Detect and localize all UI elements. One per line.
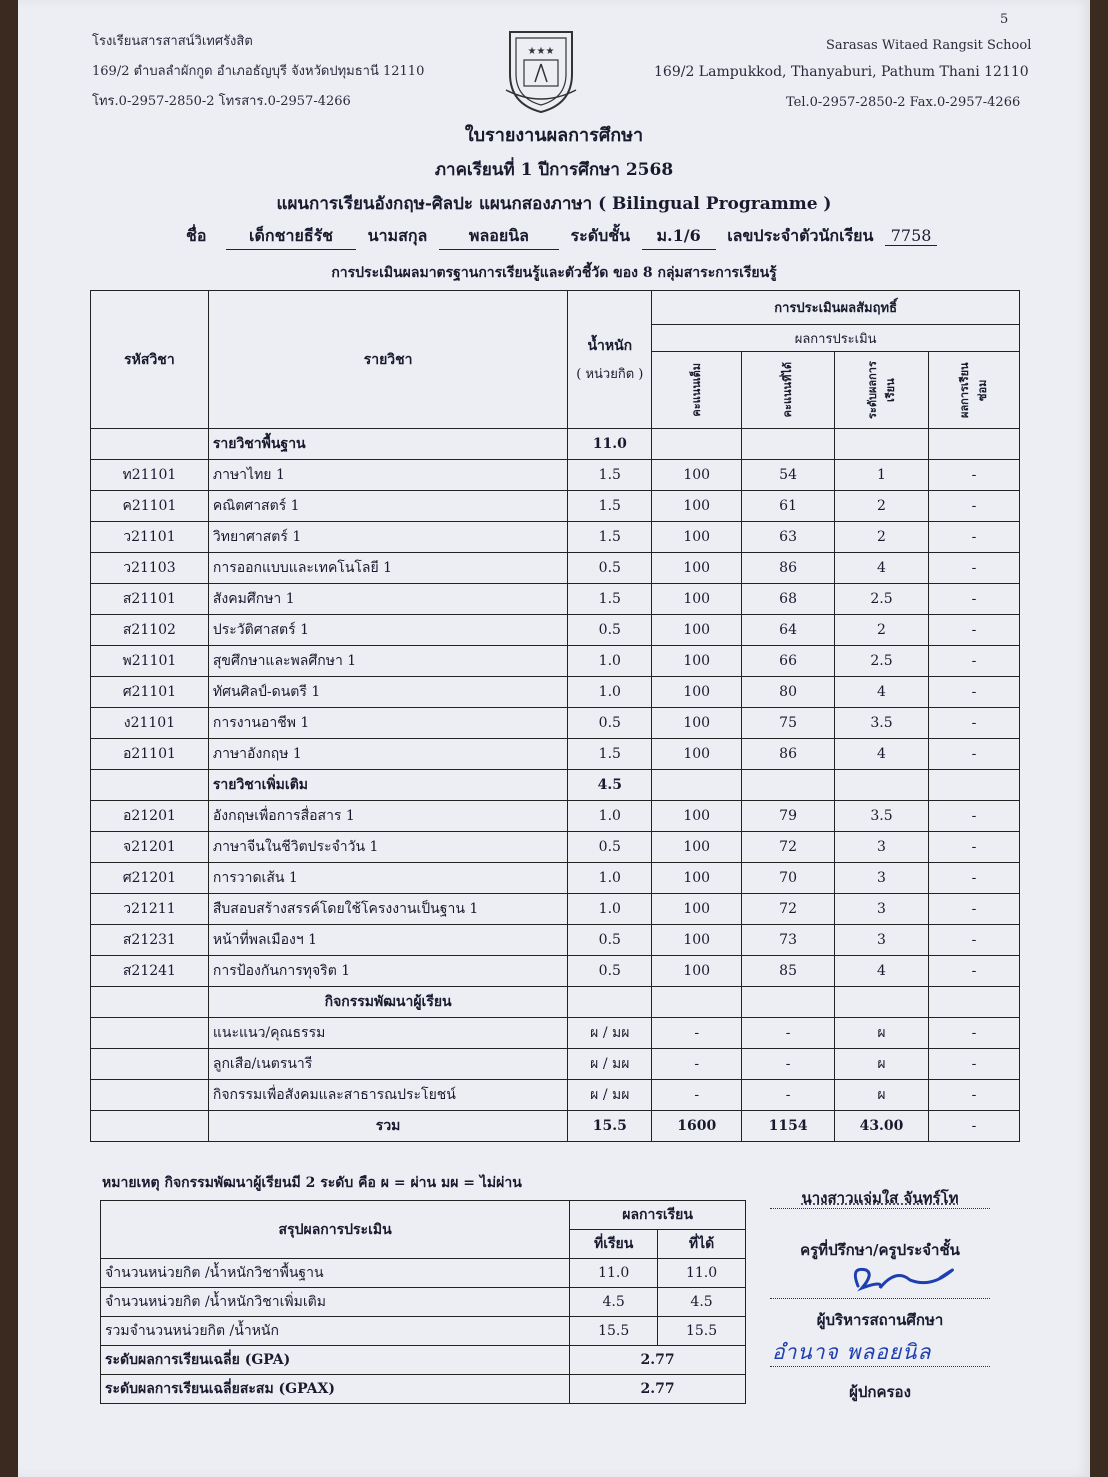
subject-code: ง21101 [91,708,209,739]
subject-name: ทัศนศิลป์-ดนตรี 1 [208,677,567,708]
full-score: 100 [652,584,742,615]
section-extra-row [91,770,1020,801]
subject-code [91,1049,209,1080]
table-row [91,1080,1020,1111]
full-score: 100 [652,460,742,491]
report-term: ภาคเรียนที่ 1 ปีการศึกษา 2568 [434,160,674,180]
score: 72 [742,832,835,863]
grade: 2.5 [835,646,929,677]
summary-body [101,1259,746,1346]
grades-table [90,290,1020,1142]
subject-credit: ผ / มผ [568,1080,652,1111]
total-grade: 43.00 [835,1111,929,1142]
teacher-name: นางสาวแจ่มใส จันทร์โท [801,1189,959,1207]
summary-col-enrolled: ที่เรียน [570,1230,658,1259]
subject-name: สืบสอบสร้างสรรค์โดยใช้โครงงานเป็นฐาน 1 [208,894,567,925]
summary-earned: 15.5 [658,1317,746,1346]
gpax-label: ระดับผลการเรียนเฉลี่ยสะสม (GPAX) [101,1375,570,1404]
subject-name: ประวัติศาสตร์ 1 [208,615,567,646]
subject-code [91,1018,209,1049]
label-student-id: เลขประจำตัวนักเรียน [727,226,874,245]
score: 66 [742,646,835,677]
header-code: รหัสวิชา [91,291,209,429]
school-phone-th: โทร.0-2957-2850-2 โทรสาร.0-2957-4266 [92,94,351,109]
school-phone-en: Tel.0-2957-2850-2 Fax.0-2957-4266 [786,95,1021,110]
header-retest: ผลการเรียนซ่อม [957,362,989,418]
admin-signature-icon [840,1258,970,1298]
subject-name: การวาดเส้น 1 [208,863,567,894]
subject-code: ว21211 [91,894,209,925]
section-empty-cell [652,770,742,801]
grade: 3 [835,863,929,894]
score: - [742,1049,835,1080]
admin-role: ผู้บริหารสถานศึกษา [816,1311,944,1329]
label-surname: นามสกุล [367,226,428,245]
table-row [91,894,1020,925]
subject-credit: 0.5 [568,708,652,739]
grade: 2 [835,615,929,646]
subject-credit: ผ / มผ [568,1018,652,1049]
score: 61 [742,491,835,522]
subject-credit: 1.0 [568,863,652,894]
table-row [91,708,1020,739]
summary-result-header: ผลการเรียน [570,1201,746,1230]
section-empty-cell [928,429,1019,460]
subject-credit: 0.5 [568,956,652,987]
subject-code: ค21101 [91,491,209,522]
table-row [91,1049,1020,1080]
full-score: 100 [652,677,742,708]
section-credits: 11.0 [568,429,652,460]
header-result: ผลการประเมิน [652,325,1020,352]
teacher-name-line [770,1208,990,1209]
header-full-score-cell [652,352,742,429]
grade: 3 [835,894,929,925]
table-row [91,677,1020,708]
grade: 3.5 [835,708,929,739]
subject-code: ส21241 [91,956,209,987]
section-empty-cell [928,987,1019,1018]
subject-code: ส21231 [91,925,209,956]
grade: 4 [835,956,929,987]
summary-table [100,1200,746,1404]
retest: - [928,894,1019,925]
full-score: - [652,1080,742,1111]
subject-credit: 1.5 [568,584,652,615]
header-grade: ระดับผลการเรียน [865,361,897,419]
grade: ผ [835,1018,929,1049]
table-row [91,832,1020,863]
subject-name: ภาษาไทย 1 [208,460,567,491]
table-row [91,646,1020,677]
full-score: - [652,1018,742,1049]
subject-credit: 1.5 [568,491,652,522]
score: 70 [742,863,835,894]
total-full-score: 1600 [652,1111,742,1142]
retest: - [928,832,1019,863]
subject-code: ศ21201 [91,863,209,894]
section-empty-cell [928,770,1019,801]
section-code-cell [91,987,209,1018]
student-first-name: เด็กชายธีรัช [226,224,356,250]
grade: ผ [835,1080,929,1111]
header-grade-cell [835,352,929,429]
table-row [91,863,1020,894]
student-id: 7758 [885,226,937,246]
retest: - [928,646,1019,677]
student-level: ม.1/6 [642,224,716,250]
table-row [91,460,1020,491]
section-credits: 4.5 [568,770,652,801]
retest: - [928,491,1019,522]
grade: 2 [835,491,929,522]
subject-name: คณิตศาสตร์ 1 [208,491,567,522]
total-score: 1154 [742,1111,835,1142]
subject-code: พ21101 [91,646,209,677]
grade: 4 [835,739,929,770]
subject-code: ว21103 [91,553,209,584]
school-crest-icon [502,24,580,116]
subject-name: การป้องกันการทุจริต 1 [208,956,567,987]
total-retest: - [928,1111,1019,1142]
section-basic-row [91,429,1020,460]
school-name-en: Sarasas Witaed Rangsit School [826,38,1032,53]
full-score: 100 [652,646,742,677]
full-score: 100 [652,894,742,925]
label-level: ระดับชั้น [570,226,631,245]
retest: - [928,615,1019,646]
total-code-cell [91,1111,209,1142]
retest: - [928,863,1019,894]
retest: - [928,522,1019,553]
section-code-cell [91,429,209,460]
summary-enrolled: 4.5 [570,1288,658,1317]
subject-code: ศ21101 [91,677,209,708]
full-score: 100 [652,925,742,956]
gpa-value: 2.77 [570,1346,746,1375]
subject-credit: 1.5 [568,522,652,553]
summary-title: สรุปผลการประเมิน [101,1201,570,1259]
table-row [91,739,1020,770]
table-row [91,584,1020,615]
subject-credit: 0.5 [568,925,652,956]
subject-name: แนะแนว/คุณธรรม [208,1018,567,1049]
score: 64 [742,615,835,646]
grade: 2.5 [835,584,929,615]
full-score: 100 [652,491,742,522]
retest: - [928,925,1019,956]
summary-earned: 11.0 [658,1259,746,1288]
grade: 3 [835,832,929,863]
table-row [91,553,1020,584]
full-score: 100 [652,956,742,987]
gpax-value: 2.77 [570,1375,746,1404]
header-score-cell [742,352,835,429]
subject-credit: 1.0 [568,801,652,832]
grade: 4 [835,553,929,584]
guardian-role: ผู้ปกครอง [849,1383,911,1401]
subject-name: สังคมศึกษา 1 [208,584,567,615]
retest: - [928,553,1019,584]
grade: 3 [835,925,929,956]
section-empty-cell [742,429,835,460]
full-score: 100 [652,522,742,553]
student-surname: พลอยนิล [439,224,559,250]
retest: - [928,584,1019,615]
full-score: 100 [652,832,742,863]
header-achievement: การประเมินผลสัมฤทธิ์ [652,291,1020,325]
retest: - [928,708,1019,739]
section-activity-row [91,987,1020,1018]
total-label: รวม [208,1111,567,1142]
school-address-th: 169/2 ตำบลลำผักกูด อำเภอธัญบุรี จังหวัดปทุมธานี 12110 [92,64,425,79]
section-empty-cell [742,770,835,801]
section-empty-cell [835,429,929,460]
subject-credit: 1.0 [568,646,652,677]
label-name: ชื่อ [186,226,207,245]
summary-label: จำนวนหน่วยกิต /น้ำหนักวิชาพื้นฐาน [101,1259,570,1288]
svg-text:★★★: ★★★ [527,46,555,57]
full-score: 100 [652,553,742,584]
summary-row [101,1317,746,1346]
score: 86 [742,739,835,770]
section-label: รายวิชาพื้นฐาน [208,429,567,460]
assessment-caption: การประเมินผลมาตรฐานการเรียนรู้และตัวชี้วัด ของ 8 กลุ่มสาระการเรียนรู้ [331,265,777,281]
subject-name: การออกแบบและเทคโนโลยี 1 [208,553,567,584]
retest: - [928,739,1019,770]
summary-enrolled: 11.0 [570,1259,658,1288]
subject-credit: 1.0 [568,677,652,708]
table-row [91,925,1020,956]
section-empty-cell [742,987,835,1018]
full-score: 100 [652,739,742,770]
score: 73 [742,925,835,956]
header-score: คะแนนที่ได้ [781,362,795,418]
header-retest-cell [928,352,1019,429]
subject-name: ภาษาจีนในชีวิตประจำวัน 1 [208,832,567,863]
subject-credit: 0.5 [568,832,652,863]
score: - [742,1080,835,1111]
table-row [91,801,1020,832]
subject-code: ท21101 [91,460,209,491]
header-subject: รายวิชา [208,291,567,429]
score: 79 [742,801,835,832]
subject-code: ส21101 [91,584,209,615]
table-row [91,491,1020,522]
section-empty-cell [835,987,929,1018]
table-row [91,522,1020,553]
grade: 4 [835,677,929,708]
score: 68 [742,584,835,615]
subject-credit: 1.5 [568,460,652,491]
grade: 1 [835,460,929,491]
gpa-label: ระดับผลการเรียนเฉลี่ย (GPA) [101,1346,570,1375]
subject-name: ภาษาอังกฤษ 1 [208,739,567,770]
student-info [186,224,937,250]
header-weight-unit: ( หน่วยกิต ) [576,367,644,382]
grade: 3.5 [835,801,929,832]
subject-credit: ผ / มผ [568,1049,652,1080]
subject-code: อ21101 [91,739,209,770]
page-number: 5 [1000,12,1009,27]
subject-name: วิทยาศาสตร์ 1 [208,522,567,553]
activity-note: หมายเหตุ กิจกรรมพัฒนาผู้เรียนมี 2 ระดับ คือ ผ = ผ่าน มผ = ไม่ผ่าน [102,1175,522,1191]
full-score: 100 [652,708,742,739]
score: 72 [742,894,835,925]
retest: - [928,677,1019,708]
score: 63 [742,522,835,553]
section-credits [568,987,652,1018]
summary-row [101,1259,746,1288]
section-code-cell [91,770,209,801]
teacher-role: ครูที่ปรึกษา/ครูประจำชั้น [800,1241,960,1259]
subject-code: ส21102 [91,615,209,646]
score: 80 [742,677,835,708]
total-row [91,1111,1020,1142]
table-row [91,1018,1020,1049]
table-row [91,615,1020,646]
admin-signature-line [770,1298,990,1299]
summary-enrolled: 15.5 [570,1317,658,1346]
guardian-signature: อำนาจ พลอยนิล [772,1340,932,1364]
report-title: ใบรายงานผลการศึกษา [464,125,644,146]
subject-credit: 0.5 [568,553,652,584]
subject-name: หน้าที่พลเมืองฯ 1 [208,925,567,956]
subject-credit: 1.0 [568,894,652,925]
score: 86 [742,553,835,584]
retest: - [928,801,1019,832]
full-score: 100 [652,615,742,646]
summary-earned: 4.5 [658,1288,746,1317]
report-program: แผนการเรียนอังกฤษ-ศิลปะ แผนกสองภาษา ( Bilingual Programme ) [276,194,832,214]
header-full-score: คะแนนเต็ม [689,363,703,417]
retest: - [928,1080,1019,1111]
section-empty-cell [835,770,929,801]
retest: - [928,1018,1019,1049]
full-score: - [652,1049,742,1080]
header-weight [568,291,652,429]
section-empty-cell [652,429,742,460]
school-name-th: โรงเรียนสารสาสน์วิเทศรังสิต [92,34,253,49]
subject-name: กิจกรรมเพื่อสังคมและสาธารณประโยชน์ [208,1080,567,1111]
subject-credit: 0.5 [568,615,652,646]
score: - [742,1018,835,1049]
section-label: กิจกรรมพัฒนาผู้เรียน [208,987,567,1018]
subject-code: อ21201 [91,801,209,832]
section-label: รายวิชาเพิ่มเติม [208,770,567,801]
grade: 2 [835,522,929,553]
school-address-en: 169/2 Lampukkod, Thanyaburi, Pathum Thani 12110 [654,64,1029,80]
score: 54 [742,460,835,491]
total-credit: 15.5 [568,1111,652,1142]
subject-code: จ21201 [91,832,209,863]
summary-label: รวมจำนวนหน่วยกิต /น้ำหนัก [101,1317,570,1346]
subject-code: ว21101 [91,522,209,553]
table-row [91,956,1020,987]
score: 85 [742,956,835,987]
summary-col-earned: ที่ได้ [658,1230,746,1259]
summary-label: จำนวนหน่วยกิต /น้ำหนักวิชาเพิ่มเติม [101,1288,570,1317]
grades-table-body [91,429,1020,1142]
full-score: 100 [652,863,742,894]
guardian-signature-line [770,1366,990,1367]
header-weight-label: น้ำหนัก [587,338,633,354]
subject-credit: 1.5 [568,739,652,770]
subject-name: การงานอาชีพ 1 [208,708,567,739]
retest: - [928,956,1019,987]
score: 75 [742,708,835,739]
subject-code [91,1080,209,1111]
retest: - [928,1049,1019,1080]
retest: - [928,460,1019,491]
subject-name: อังกฤษเพื่อการสื่อสาร 1 [208,801,567,832]
grade: ผ [835,1049,929,1080]
subject-name: ลูกเสือ/เนตรนารี [208,1049,567,1080]
subject-name: สุขศึกษาและพลศึกษา 1 [208,646,567,677]
full-score: 100 [652,801,742,832]
section-empty-cell [652,987,742,1018]
summary-row [101,1288,746,1317]
